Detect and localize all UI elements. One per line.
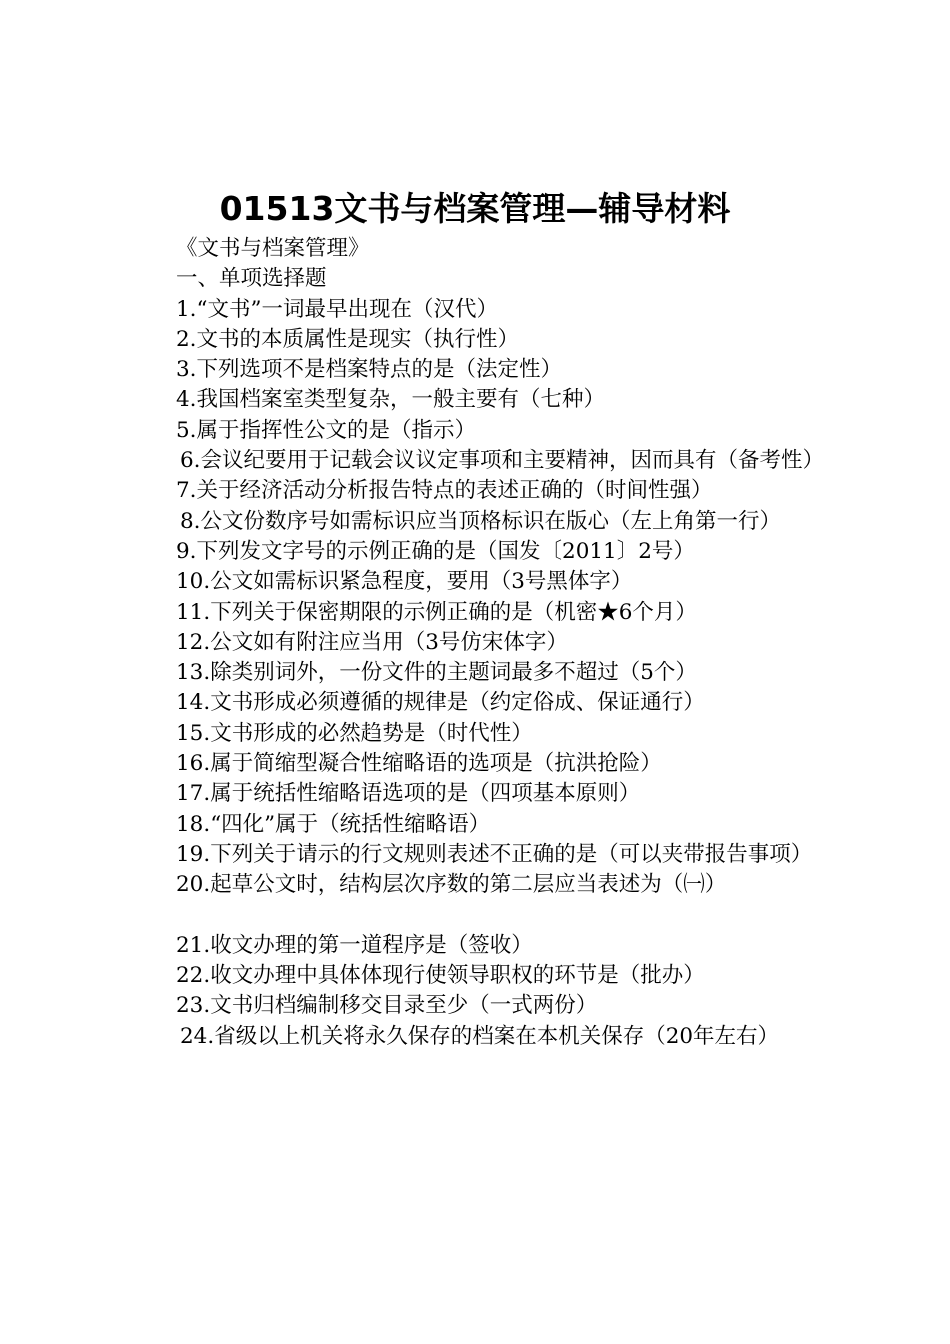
document-body (130, 234, 830, 1052)
question-item: 8.公文份数序号如需标识应当顶格标识在版心（左上角第一行） (180, 508, 782, 534)
blank-line (130, 901, 830, 931)
question-item: 22.收文办理中具体体现行使领导职权的环节是（批办） (176, 963, 705, 989)
book-title: 《文书与档案管理》 (176, 236, 370, 261)
question-item: 15.文书形成的必然趋势是（时代性） (176, 720, 533, 746)
question-item: 6.会议纪要用于记载会议议定事项和主要精神，因而具有（备考性） (180, 448, 825, 474)
question-item: 21.收文办理的第一道程序是（签收） (176, 932, 533, 958)
question-item: 9.下列发文字号的示例正确的是（国发〔2011〕2号） (176, 538, 695, 564)
question-item: 7.关于经济活动分析报告特点的表述正确的（时间性强） (176, 478, 713, 504)
question-item: 13.除类别词外，一份文件的主题词最多不超过（5个） (176, 660, 697, 686)
question-item: 18.“四化”属于（统括性缩略语） (176, 811, 491, 837)
question-item: 16.属于简缩型凝合性缩略语的选项是（抗洪抢险） (176, 751, 662, 777)
question-item: 11.下列关于保密期限的示例正确的是（机密★6个月） (176, 599, 697, 625)
question-item: 1.“文书”一词最早出现在（汉代） (176, 296, 498, 322)
question-item: 3.下列选项不是档案特点的是（法定性） (176, 357, 563, 383)
question-item: 12.公文如有附注应当用（3号仿宋体字） (176, 629, 568, 655)
question-item: 4.我国档案室类型复杂，一般主要有（七种） (176, 387, 606, 413)
question-item: 23.文书归档编制移交目录至少（一式两份） (176, 993, 598, 1019)
document-title: 01513文书与档案管理—辅导材料 (219, 189, 731, 228)
section-heading: 一、单项选择题 (176, 266, 327, 292)
question-item: 10.公文如需标识紧急程度，要用（3号黑体字） (176, 569, 633, 595)
question-item: 5.属于指挥性公文的是（指示） (176, 417, 477, 443)
question-item: 14.文书形成必须遵循的规律是（约定俗成、保证通行） (176, 690, 705, 716)
question-item: 2.文书的本质属性是现实（执行性） (176, 326, 520, 352)
question-item: 24.省级以上机关将永久保存的档案在本机关保存（20年左右） (180, 1023, 780, 1049)
question-item: 17.属于统括性缩略语选项的是（四项基本原则） (176, 781, 641, 807)
question-item: 19.下列关于请示的行文规则表述不正确的是（可以夹带报告事项） (176, 841, 813, 867)
question-item: 20.起草公文时，结构层次序数的第二层应当表述为（㈠） (176, 872, 727, 898)
